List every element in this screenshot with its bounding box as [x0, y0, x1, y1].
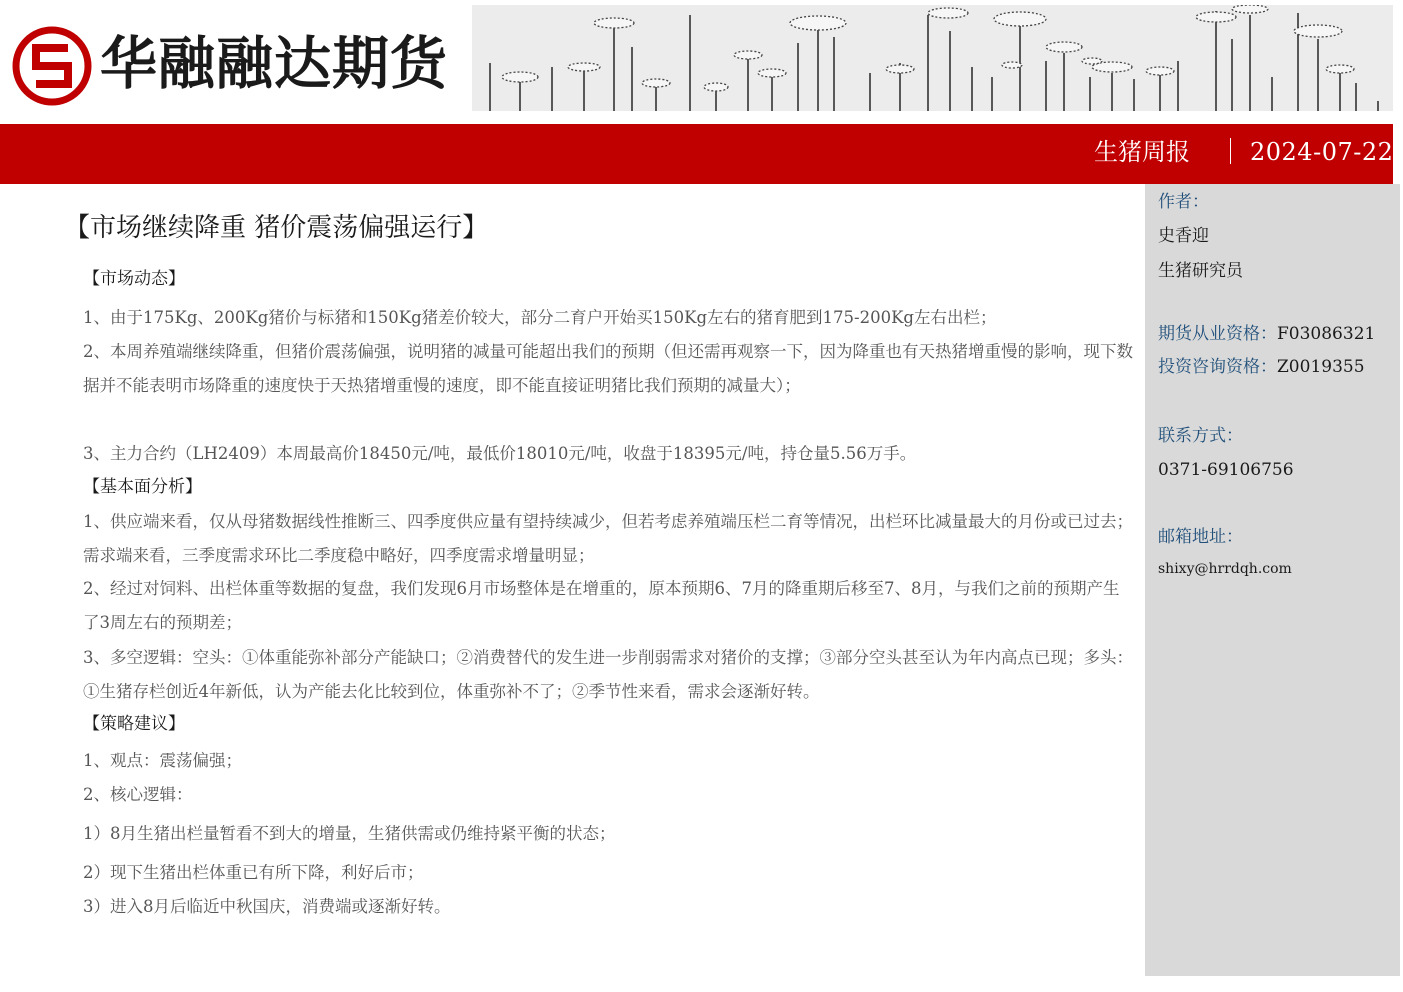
market-item-3: 3、主力合约（LH2409）本周最高价18450元/吨，最低价18010元/吨，收盘于18395元/吨，持仓量5.56万手。: [83, 444, 917, 463]
author-name: 史香迎: [1158, 226, 1209, 246]
decorative-banner-image: [472, 5, 1393, 111]
section-heading-fundamental: 【基本面分析】: [83, 477, 202, 497]
article-title: 【市场继续降重 猪价震荡偏强运行】: [64, 213, 489, 243]
report-date: 2024-07-22: [1250, 138, 1394, 166]
fundamental-item-1: 1、供应端来看，仅从母猪数据线性推断三、四季度供应量有望持续减少，但若考虑养殖端压栏二育等情况，出栏环比减量最大的月份或已过去；需求端来看，三季度需求环比二季度稳中略好，四季度需求增量明显；: [83, 512, 1133, 565]
header-divider: [1230, 138, 1231, 164]
futures-qual-label: 期货从业资格：: [1158, 324, 1277, 344]
strategy-logic-item-2: 2）现下生猪出栏体重已有所下降，利好后市；: [83, 863, 424, 882]
fundamental-item-3: 3、多空逻辑：空头：①体重能弥补部分产能缺口；②消费替代的发生进一步削弱需求对猪价的支撑；③部分空头甚至认为年内高点已现；多头：①生猪存栏创近4年新低，认为产能去化比较到位，体重弥补不了；②季节性来看，需求会逐渐好转。: [83, 648, 1133, 701]
email-label: 邮箱地址：: [1158, 527, 1243, 547]
company-logo-icon: [12, 26, 92, 106]
invest-qual-value: Z0019355: [1277, 357, 1365, 377]
email-address: shixy@hrrdqh.com: [1158, 561, 1292, 577]
investment-qualification: [1158, 355, 1365, 379]
futures-qualification: [1158, 322, 1375, 346]
author-title: 生猪研究员: [1158, 261, 1243, 281]
company-name: 华融融达期货: [100, 31, 448, 97]
fundamental-item-2: 2、经过对饲料、出栏体重等数据的复盘，我们发现6月市场整体是在增重的，原本预期6、7月的降重期后移至7、8月，与我们之前的预期产生了3周左右的预期差；: [83, 579, 1120, 632]
strategy-logic-heading: 2、核心逻辑：: [83, 785, 193, 804]
invest-qual-label: 投资咨询资格：: [1158, 357, 1277, 377]
report-type: 生猪周报: [1094, 138, 1190, 166]
strategy-view: 1、观点：震荡偏强；: [83, 751, 242, 770]
strategy-logic-item-1: 1）8月生猪出栏量暂看不到大的增量，生猪供需或仍维持紧平衡的状态；: [83, 824, 616, 843]
contact-phone: 0371-69106756: [1158, 460, 1294, 480]
contact-label: 联系方式：: [1158, 426, 1243, 446]
market-item-1: 1、由于175Kg、200Kg猪价与标猪和150Kg猪差价较大，部分二育户开始买150Kg左右的猪育肥到175-200Kg左右出栏；: [83, 308, 997, 327]
section-heading-market: 【市场动态】: [83, 269, 185, 289]
market-item-2: 2、本周养殖端继续降重，但猪价震荡偏强，说明猪的减量可能超出我们的预期（但还需再观察一下，因为降重也有天热猪增重慢的影响，现下数据并不能表明市场降重的速度快于天热猪增重慢的速度，即不能直接证明猪比我们预期的减量大）；: [83, 342, 1133, 395]
strategy-logic-item-3: 3）进入8月后临近中秋国庆，消费端或逐渐好转。: [83, 897, 451, 916]
section-heading-strategy: 【策略建议】: [83, 714, 185, 734]
author-label: 作者：: [1158, 192, 1209, 212]
futures-qual-value: F03086321: [1277, 324, 1376, 344]
